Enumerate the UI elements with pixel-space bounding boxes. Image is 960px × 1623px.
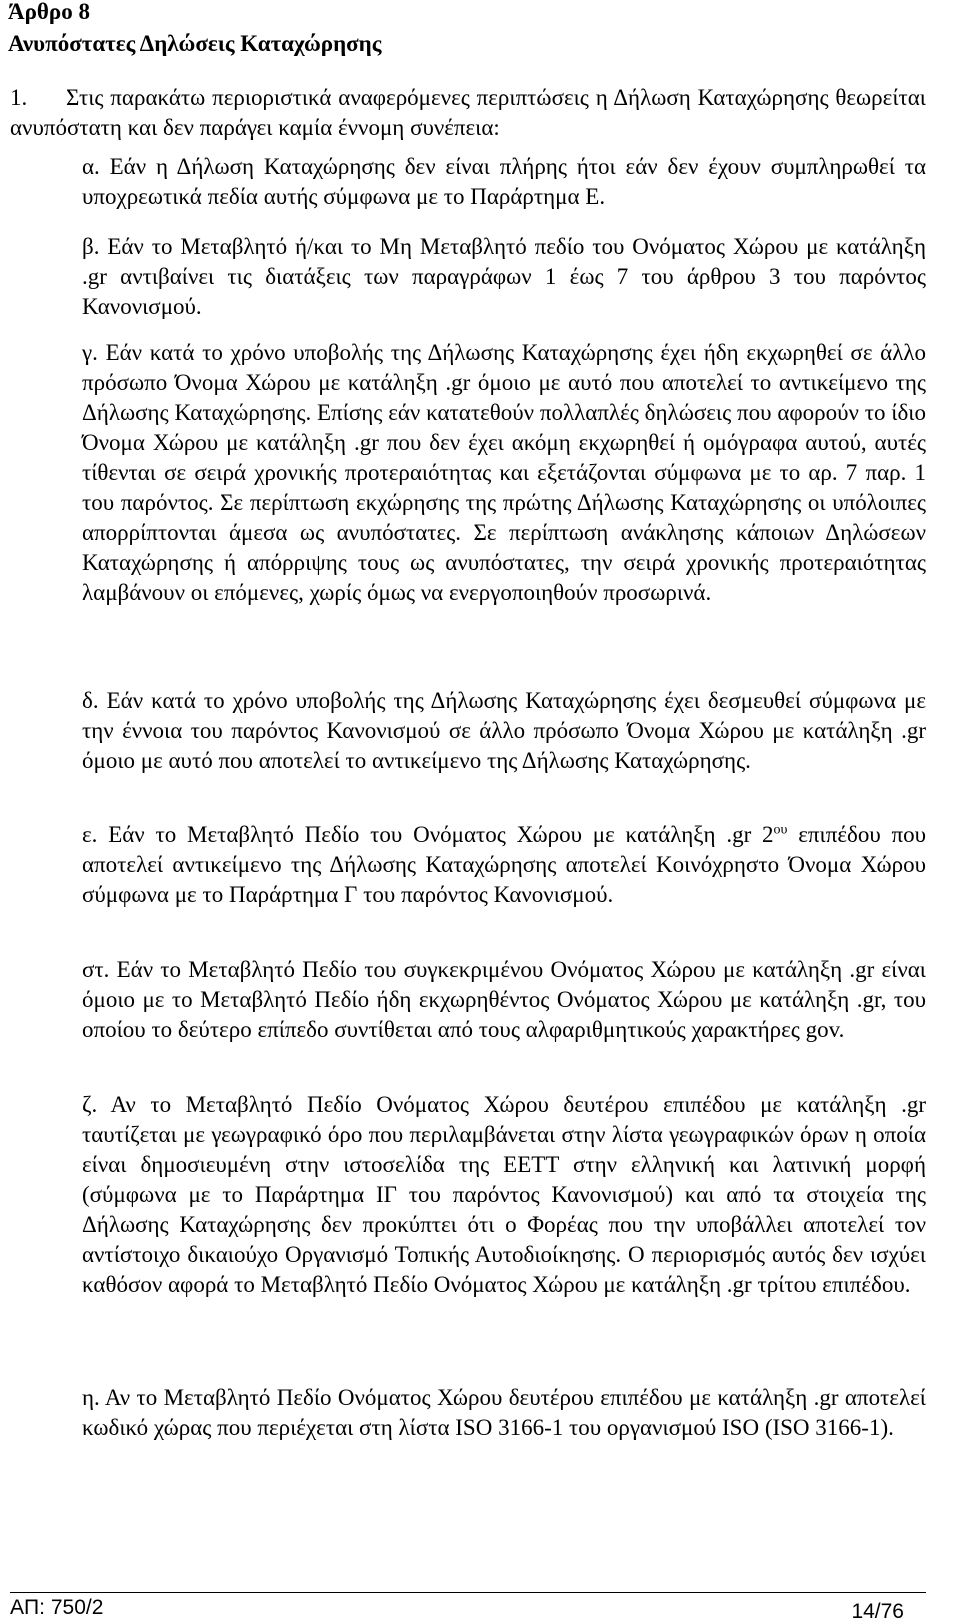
footer-divider bbox=[10, 1592, 926, 1593]
case-e-text-after: επιπέδου που αποτελεί αντικείμενο της Δήλωσης Καταχώρησης αποτελεί Κοινόχρηστο Όνομα Χώρου σύμφωνα με το Παράρτημα Γ του παρόντος Κανονισμού. bbox=[82, 822, 926, 907]
case-c: γ. Εάν κατά το χρόνο υποβολής της Δήλωσης Καταχώρησης έχει ήδη εκχωρηθεί σε άλλο πρόσωπο Όνομα Χώρου με κατάληξη .gr όμοιο με αυτό που αποτελεί το αντικείμενο της Δήλωσης Καταχώρησης. Επίσης εάν κατατεθούν πολλαπλές δηλώσεις που αφορούν το ίδιο Όνομα Χώρου με κατάληξη .gr που δεν έχει ακόμη εκχωρηθεί ή ομόγραφα αυτού, αυτές τίθενται σε σειρά χρονικής προτεραιότητας και εξετάζονται σύμφωνα με το αρ. 7 παρ. 1 του παρόντος. Σε περίπτωση εκχώρησης της πρώτης Δήλωσης Καταχώρησης οι υπόλοιπες απορρίπτονται άμεσα ως ανυπόστατες. Σε περίπτωση ανάκλησης κάποιων Δηλώσεων Καταχώρησης ή απόρριψης τους ως ανυπόστατες, την σειρά χρονικής προτεραιότητας λαμβάνουν οι επόμενες, χωρίς όμως να ενεργοποιηθούν προσωρινά. bbox=[82, 340, 926, 605]
case-e bbox=[82, 820, 926, 910]
article-title: Ανυπόστατες Δηλώσεις Καταχώρησης bbox=[8, 31, 382, 56]
case-z: ζ. Αν το Μεταβλητό Πεδίο Ονόματος Χώρου δευτέρου επιπέδου με κατάληξη .gr ταυτίζεται με γεωγραφικό όρο που περιλαμβάνεται στην λίστα γεωγραφικών όρων η οποία είναι δημοσιευμένη στην ιστοσελίδα της ΕΕΤΤ στην ελληνική και λατινική μορφή (σύμφωνα με το Παράρτημα ΙΓ του παρόντος Κανονισμού) και από τα στοιχεία της Δήλωσης Καταχώρησης δεν προκύπτει ότι ο Φορέας που την υποβάλλει αποτελεί τον αντίστοιχο δικαιούχο Οργανισμό Τοπικής Αυτοδιοίκησης. Ο περιορισμός αυτός δεν ισχύει καθόσον αφορά το Μεταβλητό Πεδίο Ονόματος Χώρου με κατάληξη .gr τρίτου επιπέδου. bbox=[82, 1092, 926, 1297]
case-d: δ. Εάν κατά το χρόνο υποβολής της Δήλωσης Καταχώρησης έχει δεσμευθεί σύμφωνα με την έννοια του παρόντος Κανονισμού σε άλλο πρόσωπο Όνομα Χώρου με κατάληξη .gr όμοιο με αυτό που αποτελεί το αντικείμενο της Δήλωσης Καταχώρησης. bbox=[82, 688, 926, 773]
footer-page-number: 14/76 bbox=[851, 1600, 904, 1623]
paragraph-1-text: Στις παρακάτω περιοριστικά αναφερόμενες περιπτώσεις η Δήλωση Καταχώρησης θεωρείται ανυπόστατη και δεν παράγει καμία έννομη συνέπεια: bbox=[10, 85, 926, 140]
paragraph-1 bbox=[10, 83, 926, 143]
case-a: α. Εάν η Δήλωση Καταχώρησης δεν είναι πλήρης ήτοι εάν δεν έχουν συμπληρωθεί τα υποχρεωτικά πεδία αυτής σύμφωνα με το Παράρτημα Ε. bbox=[82, 154, 926, 209]
case-e-text-before: ε. Εάν το Μεταβλητό Πεδίο του Ονόματος Χώρου με κατάληξη .gr 2 bbox=[82, 822, 774, 847]
case-e-superscript: ου bbox=[773, 822, 788, 838]
footer-reference: ΑΠ: 750/2 bbox=[10, 1596, 104, 1619]
case-st: στ. Εάν το Μεταβλητό Πεδίο του συγκεκριμένου Ονόματος Χώρου με κατάληξη .gr είναι όμοιο με το Μεταβλητό Πεδίο ήδη εκχωρηθέντος Ονόματος Χώρου με κατάληξη .gr, του οποίου το δεύτερο επίπεδο συντίθεται από τους αλφαριθμητικούς χαρακτήρες gov. bbox=[82, 957, 926, 1042]
case-b: β. Εάν το Μεταβλητό ή/και το Μη Μεταβλητό πεδίο του Ονόματος Χώρου με κατάληξη .gr αντιβαίνει τις διατάξεις των παραγράφων 1 έως 7 του άρθρου 3 του παρόντος Κανονισμού. bbox=[82, 234, 926, 319]
paragraph-1-marker: 1. bbox=[10, 85, 28, 110]
article-number: Άρθρο 8 bbox=[8, 0, 90, 24]
case-h: η. Αν το Μεταβλητό Πεδίο Ονόματος Χώρου δευτέρου επιπέδου με κατάληξη .gr αποτελεί κωδικό χώρας που περιέχεται στη λίστα ISO 3166-1 του οργανισμού ISO (ISO 3166-1). bbox=[82, 1385, 926, 1440]
